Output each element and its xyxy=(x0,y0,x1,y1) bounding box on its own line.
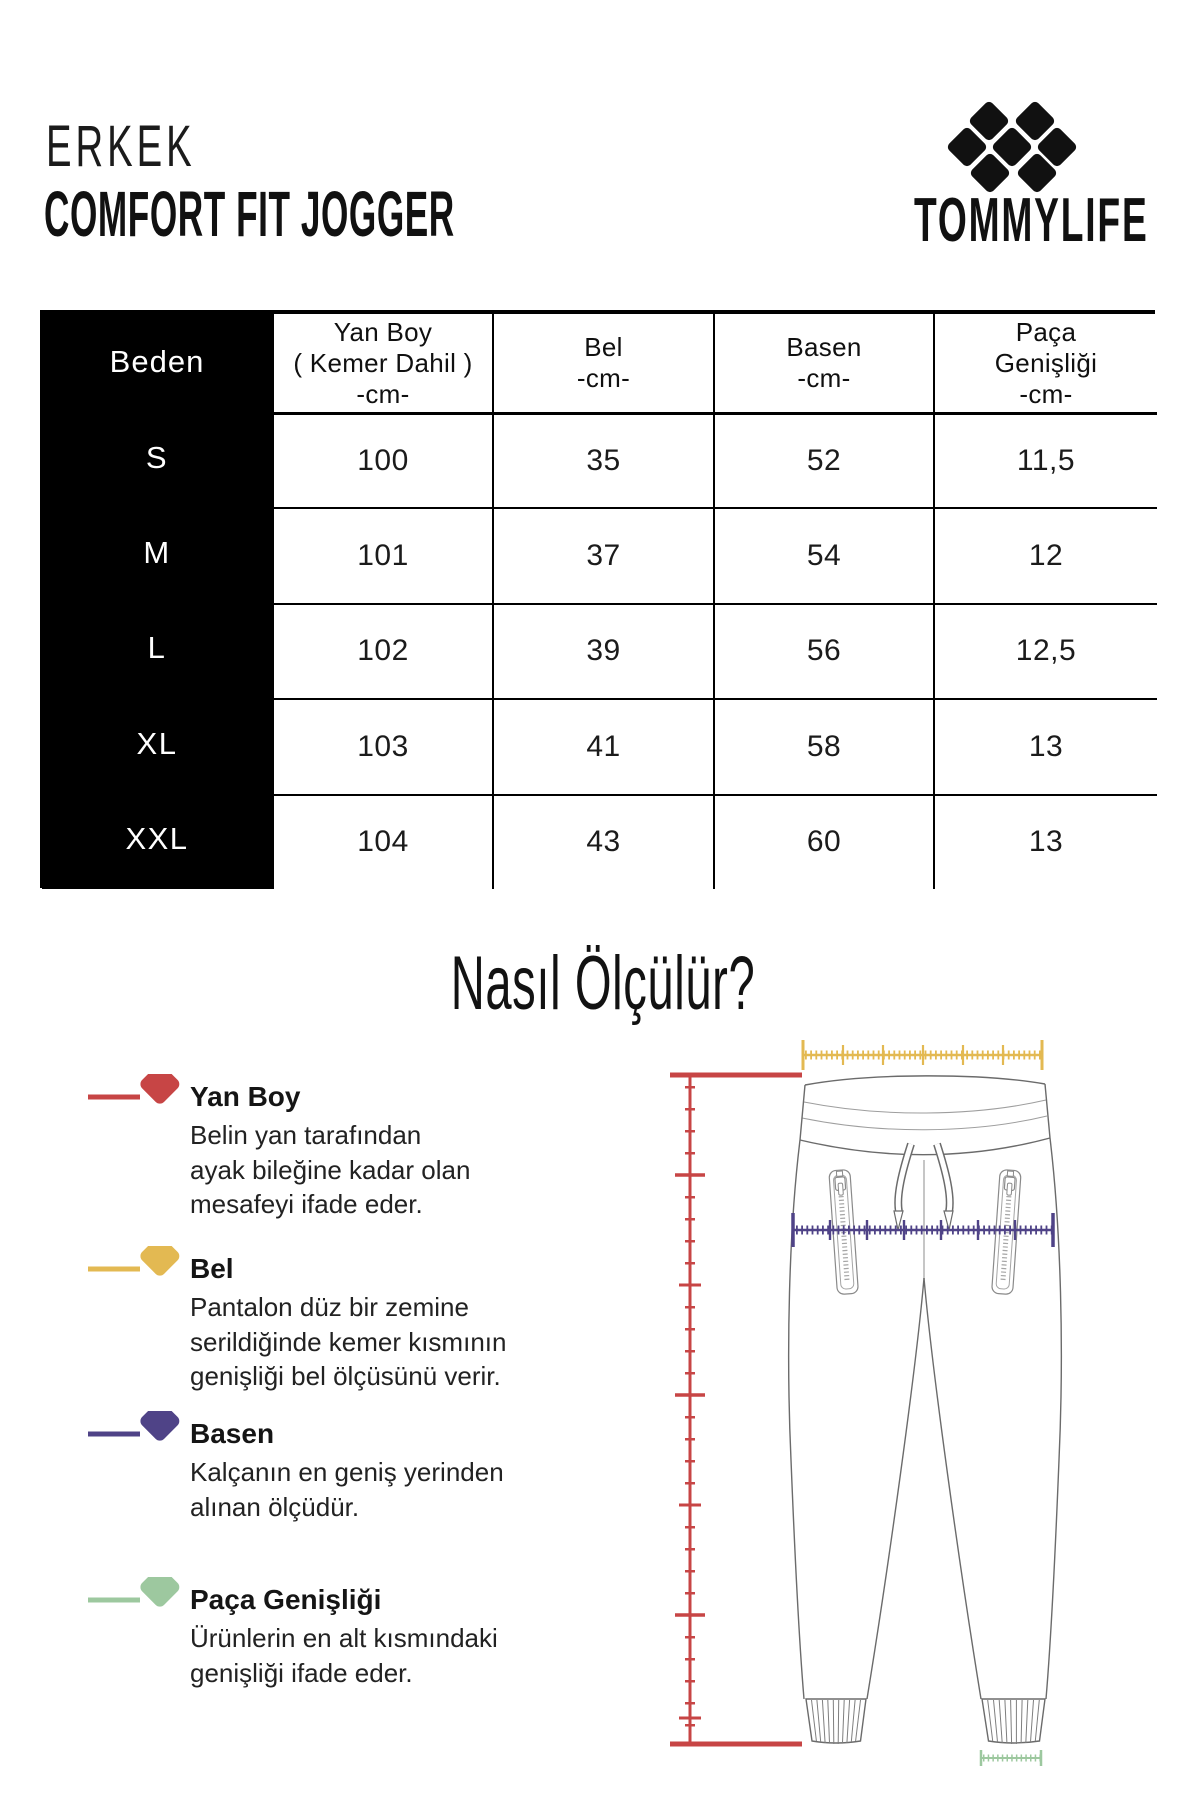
measurement-legend xyxy=(88,1082,548,1782)
legend-description-line: genişliği bel ölçüsünü verir. xyxy=(190,1361,501,1391)
legend-description-line: Kalçanın en geniş yerinden xyxy=(190,1457,504,1487)
table-value: 102 xyxy=(272,603,492,698)
column-header-paca-genisligi xyxy=(933,314,1157,412)
brand-logo-diamonds-icon xyxy=(932,100,1082,196)
legend-description-line: mesafeyi ifade eder. xyxy=(190,1189,423,1219)
legend-item-paca-genisligi xyxy=(88,1585,540,1690)
legend-label: Paça Genişliği xyxy=(190,1584,382,1615)
table-value: 54 xyxy=(713,507,933,602)
header-line: ( Kemer Dahil ) xyxy=(293,347,473,378)
table-value: 37 xyxy=(492,507,713,602)
column-header-bel xyxy=(492,314,713,412)
legend-item-yan-boy xyxy=(88,1082,540,1222)
how-to-measure-title: Nasıl Ölçülür? xyxy=(450,941,756,1026)
size-table xyxy=(40,310,1155,888)
table-value: 60 xyxy=(713,794,933,889)
column-header-basen xyxy=(713,314,933,412)
jogger-outline xyxy=(789,1076,1062,1699)
paca-genisligi-ruler xyxy=(981,1750,1041,1766)
size-label: L xyxy=(147,630,167,666)
yan-boy-ruler xyxy=(670,1075,802,1744)
basen-diamond-icon xyxy=(88,1411,190,1457)
table-value: 13 xyxy=(933,698,1157,793)
product-title: COMFORT FIT JOGGER xyxy=(44,178,455,250)
size-label: M xyxy=(143,535,171,571)
table-value: 104 xyxy=(272,794,492,889)
table-value: 35 xyxy=(492,412,713,507)
table-value: 12,5 xyxy=(933,603,1157,698)
table-value: 58 xyxy=(713,698,933,793)
table-value: 13 xyxy=(933,794,1157,889)
category-title: ERKEK xyxy=(46,114,196,179)
legend-item-bel xyxy=(88,1254,540,1394)
drawstring-left xyxy=(894,1144,911,1230)
legend-description-line: serildiğinde kemer kısmının xyxy=(190,1326,507,1357)
table-value: 12 xyxy=(933,507,1157,602)
drawstring-right xyxy=(937,1144,953,1230)
size-label: S xyxy=(145,439,169,475)
legend-description-line: alınan ölçüdür. xyxy=(190,1491,360,1522)
legend-description-line: ayak bileğine kadar olan xyxy=(190,1154,471,1185)
size-label: XXL xyxy=(125,821,189,857)
table-value: 11,5 xyxy=(933,412,1157,507)
legend-description-line: genişliği ifade eder. xyxy=(190,1657,413,1688)
table-value: 103 xyxy=(272,698,492,793)
table-value: 56 xyxy=(713,603,933,698)
header-line: Yan Boy xyxy=(333,316,433,347)
column-header-beden: Beden xyxy=(109,344,205,379)
header-line: Basen xyxy=(786,332,862,362)
table-value: 101 xyxy=(272,507,492,602)
legend-description-line: Pantalon düz bir zemine xyxy=(190,1292,469,1322)
legend-label: Yan Boy xyxy=(190,1081,301,1112)
table-value: 41 xyxy=(492,698,713,793)
cuff-left xyxy=(806,1699,866,1744)
legend-description xyxy=(190,1621,540,1690)
right-pocket-zipper xyxy=(992,1169,1022,1294)
legend-item-basen xyxy=(88,1419,540,1524)
legend-label: Bel xyxy=(190,1253,234,1284)
legend-description xyxy=(190,1290,540,1394)
header-line: -cm- xyxy=(797,363,851,393)
legend-description xyxy=(190,1455,540,1524)
table-value: 43 xyxy=(492,794,713,889)
bel-diamond-icon xyxy=(88,1246,190,1292)
cuff-right xyxy=(982,1699,1045,1744)
size-column xyxy=(42,314,272,889)
header-line: Bel xyxy=(584,332,623,362)
measurement-diagram xyxy=(550,1030,1200,1800)
legend-description-line: Belin yan tarafından xyxy=(190,1120,422,1150)
size-label: XL xyxy=(136,725,178,761)
header-line: Genişliği xyxy=(994,347,1098,378)
table-value: 52 xyxy=(713,412,933,507)
header-line: -cm- xyxy=(576,363,631,393)
legend-description-line: Ürünlerin en alt kısmındaki xyxy=(190,1623,498,1653)
paca-genisligi-diamond-icon xyxy=(88,1577,190,1623)
table-value: 39 xyxy=(492,603,713,698)
brand-wordmark: TOMMYLIFE xyxy=(914,186,1149,255)
yan-boy-diamond-icon xyxy=(88,1074,190,1120)
column-header-yan-boy xyxy=(272,314,492,412)
legend-description xyxy=(190,1118,540,1222)
table-value: 100 xyxy=(272,412,492,507)
legend-label: Basen xyxy=(190,1418,275,1449)
header-line: Paça xyxy=(1015,316,1077,347)
header-line: -cm- xyxy=(1019,378,1073,409)
bel-ruler xyxy=(803,1040,1042,1070)
header-line: -cm- xyxy=(356,378,410,409)
